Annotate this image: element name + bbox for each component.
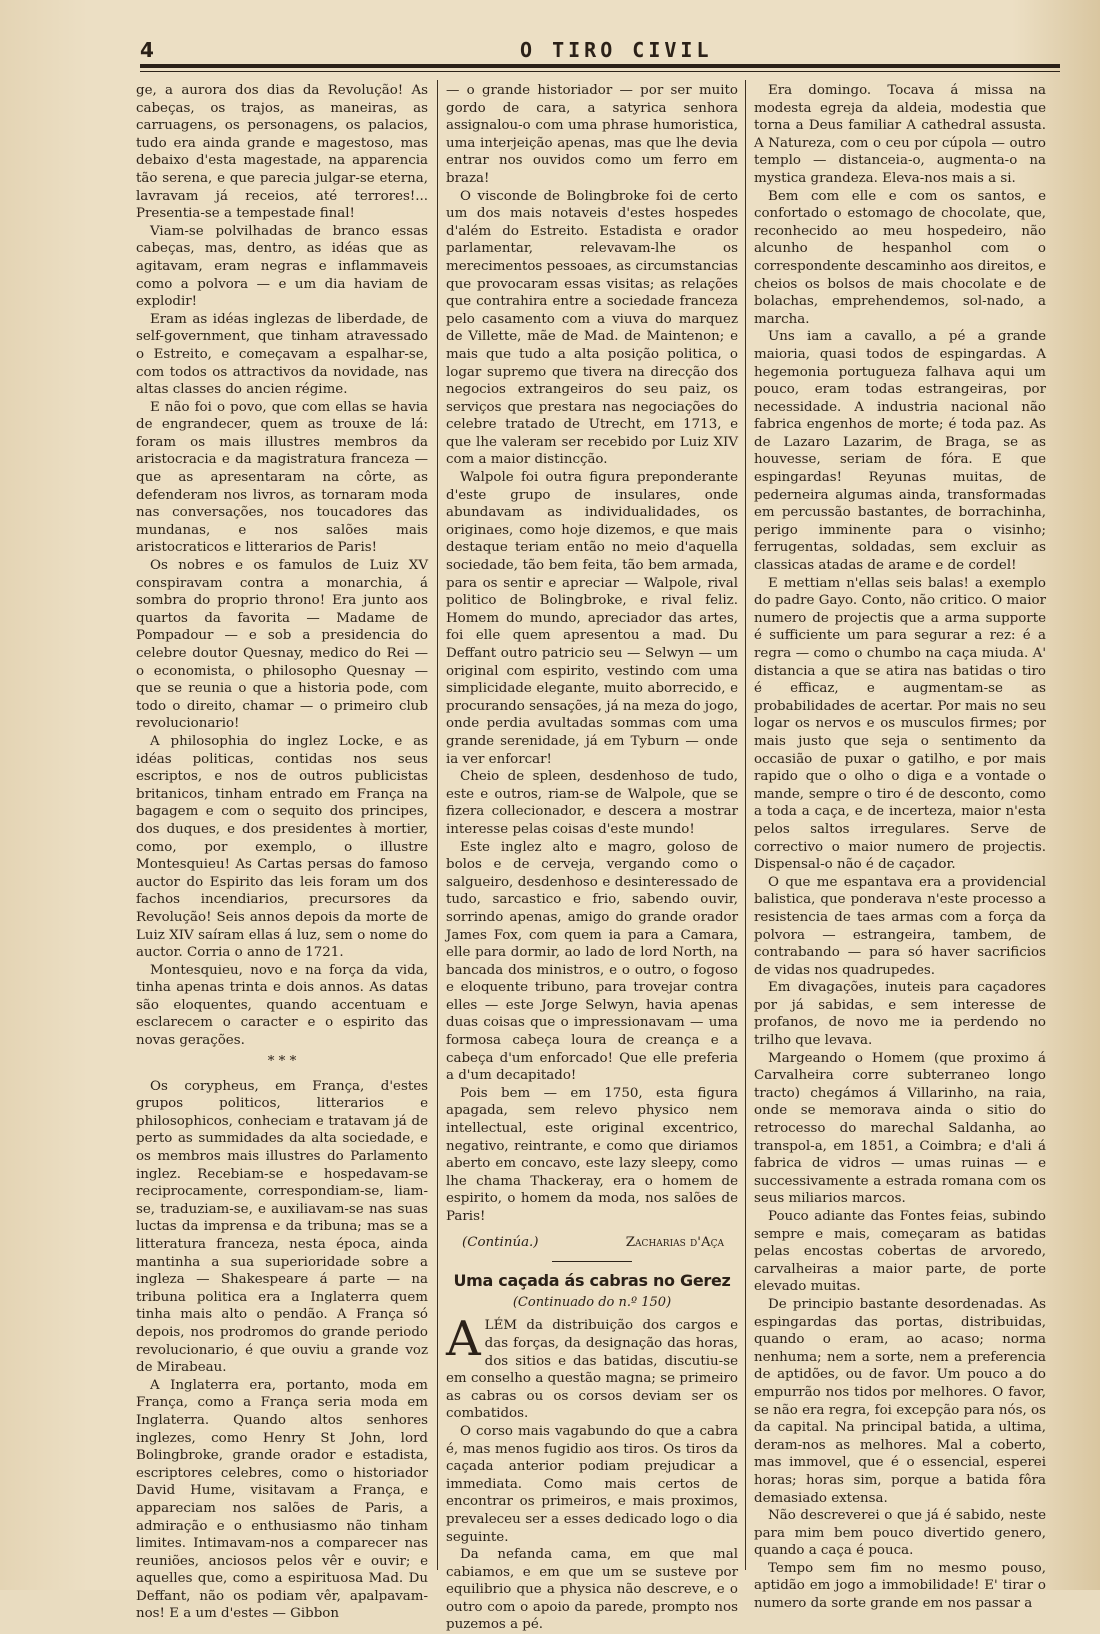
paragraph: De principio bastante desordenadas. As espingardas das portas, distribuidas, quando o eram, ao acaso; norma nenhuma; nem a sorte, nem a preferencia de aptidões, ou de favor. Um pouco a do empurrão nos tidos por melhores. O favor, se não era regra, foi excepção para nós, os da capital. Na principal batida, a ultima, deram-nos as melhores. Mal a coberto, mas immovel, que é o essencial, esperei horas; horas sim, porque a batida fôra demasiado extensa. [754, 1296, 1046, 1506]
paragraph: Não descreverei o que já é sabido, neste para mim bem pouco divertido genero, quando a caça é pouca. [754, 1508, 1046, 1559]
paragraph: Tempo sem fim no mesmo pouso, aptidão em jogo a immobilidade! E' tirar o numero da sorte grande em nos passar a [754, 1560, 1046, 1612]
column-divider [745, 80, 746, 1570]
paragraph: Os nobres e os famulos de Luiz XV conspiravam contra a monarchia, á sombra do proprio throno! Era junto aos quartos da favorita — Madame de Pompadour — e sob a presidencia do celebre doutor Quesnay, medico do Rei — o economista, o philosopho Quesnay — que se reunia o que a historia pode, com todo o direito, chamar — o primeiro club revolucionario! [136, 558, 428, 732]
paragraph: ge, a aurora dos dias da Revolução! As cabeças, os trajos, as maneiras, as carruagens, os personagens, os palacios, tudo era ainda grande e magestoso, mas debaixo d'esta magestade, na apparencia tão serena, e que parecia julgar-se eterna, lavravam já receios, até terrores!... Presentia-se a tempestade final! [136, 83, 428, 222]
paragraph: A philosophia do inglez Locke, e as idéas politicas, contidas nos seus escriptos, e nos de outros publicistas britanicos, tinham entrado em França na bagagem e com o sequito dos principes, dos duques, e dos presidentes à mortier, como, por exemplo, o illustre Montesquieu! As Cartas persas do famoso auctor do Espirito das leis foram um dos fachos incendiarios, precursores da Revolução! Seis annos depois da morte de Luiz XIV saíram ellas á luz, sem o nome do auctor. Corria o anno de 1721. [136, 733, 428, 961]
article-signature [446, 1234, 738, 1252]
article-divider [552, 1261, 632, 1262]
paragraph: Eram as idéas inglezas de liberdade, de self-government, que tinham atravessado o Estreito, e começavam a espalhar-se, com todos os attractivos da novidade, nas altas classes do ancien régime. [136, 311, 428, 398]
paragraph: E mettiam n'ellas seis balas! a exemplo do padre Gayo. Conto, não critico. O maior numero de projectis que a arma supporte é sufficiente um para segurar a rez: é a regra — como o chumbo na caça miuda. A' distancia a que se atira nas batidas o tiro é efficaz, e augmentam-se as probabilidades de acertar. Por mais no seu logar os nervos e os musculos firmes; por mais justo que seja o sentimento da occasião de puxar o gatilho, e por mais rapido que o olho o diga e a vontade o mande, sempre o tiro é de desconto, como a toda a caça, e de incerteza, maior n'esta pelos saltos irregulares. Serve de correctivo o maior numero de projectis. Dispensal-o não é de caçador. [754, 575, 1046, 873]
paragraph: Os corypheus, em França, d'estes grupos politicos, litterarios e philosophicos, conheciam e tratavam já de perto as summidades da alta sociedade, e os membros mais illustres do Parlamento inglez. Recebiam-se e hospedavam-se reciprocamente, correspondiam-se, liam-se, traduziam-se, e auxiliavam-se nas suas luctas da imprensa e da tribuna; mas se a litteratura franceza, nesta época, ainda mantinha a sua superioridade sobre a ingleza — Shakespeare á parte — na tribuna politica era a Inglaterra quem tinha mais alto o pendão. A França só depois, nos prodromos do grande periodo revolucionario, é que ouviu a grande voz de Mirabeau. [136, 1078, 428, 1376]
paragraph: Margeando o Homem (que proximo á Carvalheira corre subterraneo longo tracto) chegámos á Villarinho, na raia, onde se memorava ainda o sitio do retrocesso do marechal Saldanha, ao transpol-a, em 1851, a Coimbra; e d'ali á fabrica de vidros — umas ruinas — e successivamente a estrada romana com os seus miliarios marcos. [754, 1050, 1046, 1207]
masthead-title: O TIRO CIVIL [520, 38, 713, 62]
paragraph: A Inglaterra era, portanto, moda em França, como a França seria moda em Inglaterra. Quando altos senhores inglezes, como Henry St John, lord Bolingbroke, grande orador e estadista, escriptores celebres, como o historiador David Hume, visitavam a França, e appareciam nos salões de Paris, a admiração e o enthusiasmo não tinham limites. Intimavam-nos a comparecer nas reuniões, anciosos pelos vêr e ouvir; e aquelles que, como a espirituosa Mad. Du Deffant, não os podiam vêr, apalpavam-nos! E a um d'estes — Gibbon [136, 1377, 428, 1622]
paragraph: Uns iam a cavallo, a pé a grande maioria, quasi todos de espingardas. A hegemonia portugueza falhava aqui um pouco, eram todas estrangeiras, por necessidade. A industria nacional não fabrica engenhos de morte; é toda paz. As de Lazaro Lazarim, de Braga, se as houvesse, seriam de fóra. E que espingardas! Reyunas muitas, de pederneira algumas ainda, transformadas em percussão bastantes, de borrachinha, perigo imminente para o visinho; ferrugentas, soldadas, sem excluir as classicas atadas de arame e de cordel! [754, 329, 1046, 574]
paragraph: Da nefanda cama, em que mal cabiamos, e em que um se susteve por equilibrio que a physica não descreve, e o outro com o apoio da parede, prompto nos puzemos a pé. [446, 1547, 738, 1633]
page-number: 4 [140, 38, 154, 62]
paragraph: Em divagações, inuteis para caçadores por já sabidas, e sem interesse de profanos, de novo me ia perdendo no trilho que levava. [754, 980, 1046, 1049]
paragraph: Viam-se polvilhadas de branco essas cabeças, mas, dentro, as idéas que as agitavam, eram negras e inflammaveis como a polvora — e um dia haviam de explodir! [136, 223, 428, 310]
header-rule-thin [140, 71, 1060, 72]
paragraph: O corso mais vagabundo do que a cabra é, mas menos fugidio aos tiros. Os tiros da caçada anterior podiam prejudicar a immediata. Como mais certos de encontrar os primeiros, e mais proximos, prevaleceu ser a esses dedicado logo o dia seguinte. [446, 1423, 738, 1545]
header-rule [140, 64, 1060, 68]
column-divider [437, 80, 438, 1570]
column-3 [754, 82, 1046, 1613]
paragraph: Montesquieu, novo e na força da vida, tinha apenas trinta e dois annos. As datas são eloquentes, quando accentuam e esclarecem o caracter e o espirito das novas gerações. [136, 962, 428, 1049]
paragraph: — o grande historiador — por ser muito gordo de cara, a satyrica senhora assignalou-o com uma phrase humoristica, uma interjeição apenas, mas que lhe devia entrar nos ouvidos como um ferro em braza! [446, 83, 738, 186]
paragraph: O que me espantava era a providencial balistica, que ponderava n'este processo a resistencia de taes armas com a força da polvora — estrangeira, tambem, de contrabando — para só haver sacrificios de vidas nos quadrupedes. [754, 874, 1046, 978]
paragraph: E não foi o povo, que com ellas se havia de engrandecer, quem as trouxe de lá: foram os mais illustres membros da aristocracia e da magistratura franceza — que as apresentaram na côrte, as defenderam nos livros, as tornaram moda nas conversações, nos toucadores das mundanas, e nos salões mais aristocraticos e litterarios de Paris! [136, 399, 428, 556]
paragraph: Cheio de spleen, desdenhoso de tudo, este e outros, riam-se de Walpole, que se fizera collecionador, e descera a mostrar interesse pelas coisas d'este mundo! [446, 769, 738, 837]
drop-cap: A [446, 1311, 481, 1368]
article-subtitle: (Continuado do n.º 150) [512, 1294, 672, 1310]
paragraph: Bem com elle e com os santos, e confortado o estomago de chocolate, que, reconhecido ao meu hospedeiro, não alcunho de hespanhol com o correspondente descaminho aos direitos, e cheios os bolsos de mais chocolate e de bolachas, emprehendemos, sol-nado, a marcha. [754, 188, 1046, 327]
paragraph [446, 1311, 738, 1423]
author-name: Zacharias d'Aça [625, 1234, 724, 1250]
article-title: Uma caçada ás cabras no Gerez [453, 1271, 731, 1291]
column-2 [446, 82, 738, 1634]
paragraph: Walpole foi outra figura preponderante d'este grupo de insulares, onde abundavam as individualidades, os originaes, como hoje dizemos, e que mais destaque teriam então no meio d'aquella sociedade, tão bem feita, tão bem armada, para os sentir e apreciar — Walpole, rival politico de Bolingbroke, e rival feliz. Homem do mundo, apreciador das artes, foi elle quem apresentou a mad. Du Deffant outro patricio seu — Selwyn — um original com espirito, vestindo com uma simplicidade elegante, muito aborrecido, e procurando sensações, já na meza do jogo, onde perdia avultadas sommas com uma grande serenidade, já em Tyburn — onde ia ver enforcar! [446, 470, 738, 767]
continues-note: (Continúa.) [462, 1234, 539, 1250]
paragraph: Este inglez alto e magro, goloso de bolos e de cerveja, vergando como o salgueiro, desdenhoso e desinteressado de tudo, sarcastico e frio, sabendo ouvir, sorrindo apenas, amigo do grande orador James Fox, com quem ia para a Camara, elle para dormir, ao lado de lord North, na bancada dos ministros, e o outro, o fogoso e eloquente tribuno, para trovejar contra elles — este Jorge Selwyn, havia apenas duas coisas que o impressionavam — uma formosa cabeça loura de creança e a cabeça d'um enforcado! Que elle preferia a d'um decapitado! [446, 839, 738, 1084]
section-separator: * * * [267, 1053, 297, 1069]
paragraph: O visconde de Bolingbroke foi de certo um dos mais notaveis d'estes hospedes d'além do Estreito. Estadista e orador parlamentar, relevavam-lhe os merecimentos pessoaes, as circumstancias que provocaram essas visitas; as relações que contrahira entre a sociedade franceza pelo casamento com a viuva do marquez de Villette, mãe de Mad. de Maintenon; e mais que tudo a alta posição politica, o logar supremo que tivera na direcção dos negocios extrangeiros do seu paiz, os serviços que prestara nas negociações do celebre tratado de Utrecht, em 1713, e que lhe valeram ser recebido por Luiz XIV com a maior distincção. [446, 188, 738, 468]
paragraph: Pouco adiante das Fontes feias, subindo sempre e mais, começaram as batidas pelas encostas cobertas de arvoredo, carvalheiras a maior parte, de porte elevado muitas. [754, 1209, 1046, 1295]
paragraph-text: LÉM da distribuição dos cargos e das forças, da designação das horas, dos sitios e das batidas, discutiu-se em conselho a questão magna; se primeiro as cabras ou os corsos deviam ser os combatidos. [446, 1318, 738, 1422]
paragraph: Era domingo. Tocava á missa na modesta egreja da aldeia, modestia que torna a Deus familiar A cathedral assusta. A Natureza, com o ceu por cúpola — outro templo — distanceia-o, augmenta-o na mystica grandeza. Eleva-nos mais a si. [754, 83, 1046, 186]
paragraph: Pois bem — em 1750, esta figura apagada, sem relevo physico nem intellectual, este original excentrico, negativo, reintrante, e como que diriamos aberto em concavo, este lazy sleepy, como lhe chama Thackeray, era o homem de espirito, o homem da moda, nos salões de Paris! [446, 1085, 738, 1224]
column-1 [136, 82, 428, 1623]
